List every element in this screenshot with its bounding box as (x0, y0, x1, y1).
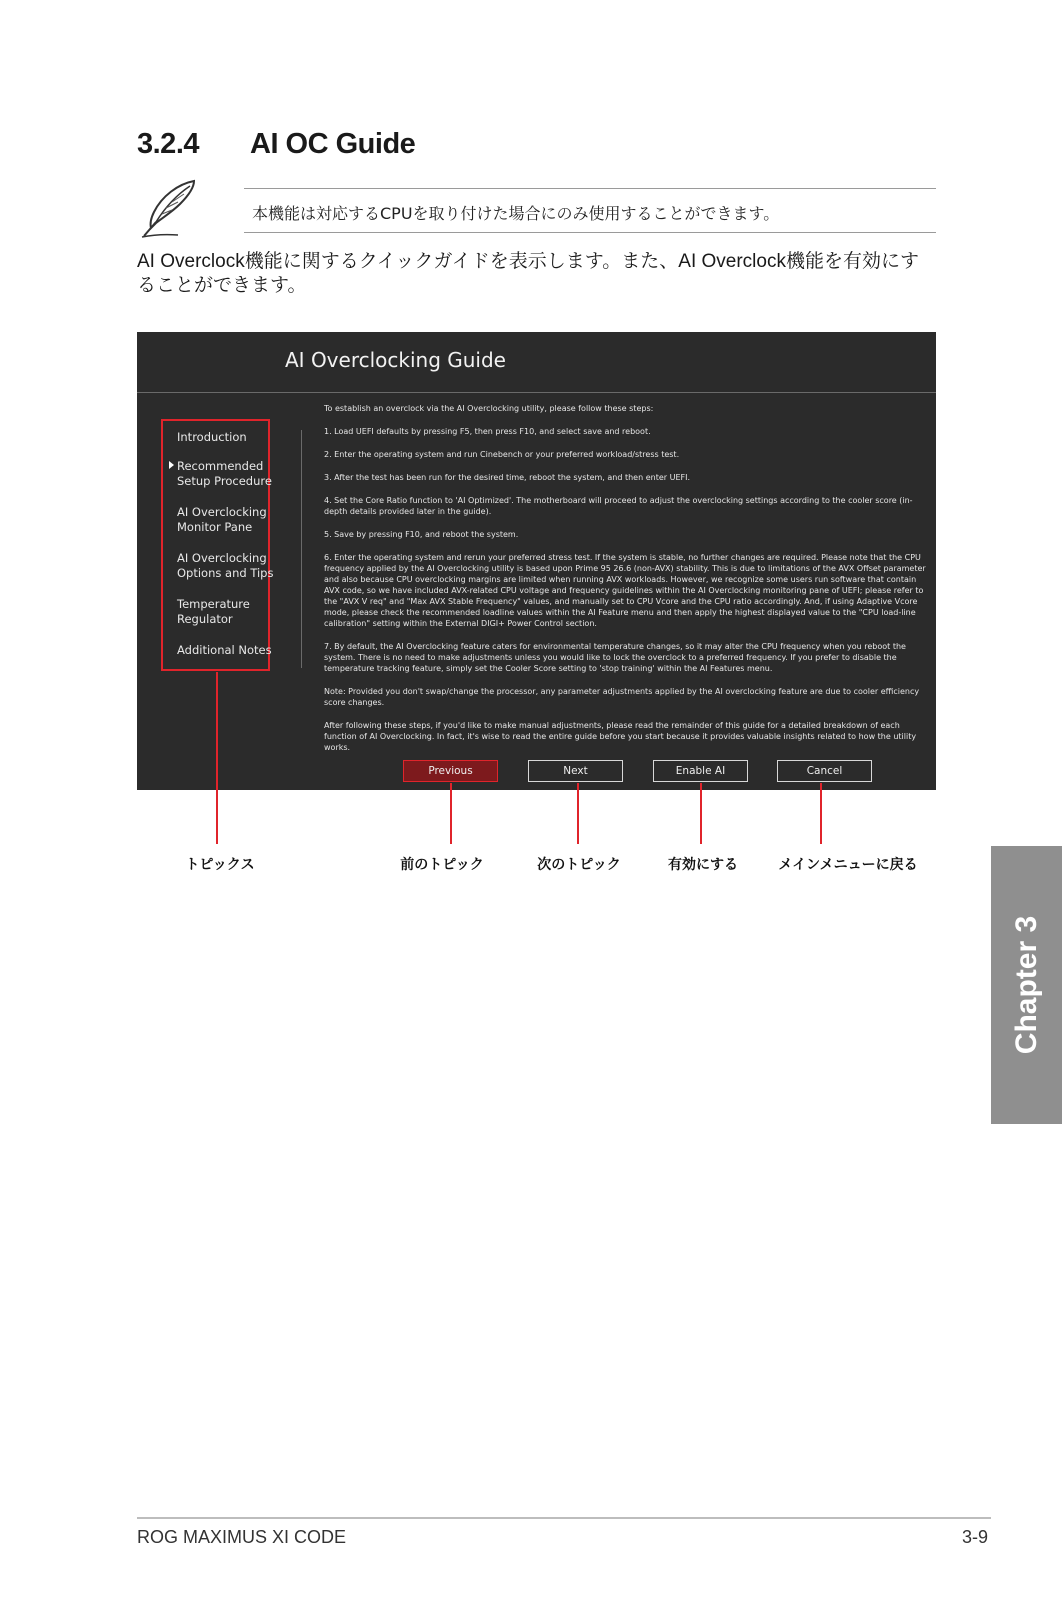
callout-cancel: メインメニューに戻る (778, 857, 918, 873)
step-3: 3. After the test has been run for the desired time, reboot the system, and then enter UEFI. (324, 473, 691, 482)
selected-arrow-icon (169, 461, 174, 469)
footer-page-number: 3-9 (962, 1527, 989, 1547)
callout-line-previous (450, 783, 452, 844)
intro-paragraph: AI Overclock機能に関するクイックガイドを表示します。また、AI Overclock機能を有効にすることができます。 (137, 251, 919, 296)
topics-highlight-box (161, 419, 274, 671)
step-7: 7. By default, the AI Overclocking feature caters for environmental temperature changes, so it may alter the CPU frequency when you reboot the system. There is no need to make adjustments unless you would like to lock the overclock to a preferred frequency. If you prefer to disable the temperature tracking feature, simply set the Cooler Score setting to 'stop training' within the AI Features menu. (324, 642, 906, 673)
panel-divider (137, 392, 936, 393)
previous-button[interactable]: Previous (403, 760, 498, 782)
step-5: 5. Save by pressing F10, and reboot the system. (324, 530, 519, 539)
chapter-label-text: Chapter 3 (1009, 915, 1043, 1055)
step-6: 6. Enter the operating system and rerun your preferred stress test. If the system is stable, no further changes are required. Please note that the CPU frequency applied by the AI Overclocking utility is based upon Prime 95 26.6 (non-AVX) stability. This is due to limitations of the AVX Offset parameter and also because CPU overclocking margins are limited when running AVX workloads. However, we recognize some users run software that contain AVX code, so we have included AVX-related CPU voltage and frequency guidelines within the AI Overclocking monitoring pane of UEFI; please refer to the "AVX V req" and "Max AVX Stable Frequency" values, and manually set to CPU Vcore and the CPU ratio accordingly. And, if using Adaptive Vcore mode, please check the recommended loadline values within the AI Feature menu and then apply the highest displayed value to the "CPU load-line calibration" setting within the External DIGI+ Power Control section. (324, 553, 926, 628)
topic-monitor-pane[interactable]: AI Overclocking Monitor Pane (177, 505, 267, 534)
step-intro: To establish an overclock via the AI Overclocking utility, please follow these steps: (324, 404, 654, 413)
section-number: 3.2.4 (137, 128, 199, 160)
topic-options-tips[interactable]: AI Overclocking Options and Tips (177, 551, 274, 580)
content-separator (301, 430, 302, 668)
callout-previous: 前のトピック (400, 857, 484, 873)
topic-label: Recommended Setup Procedure (177, 459, 272, 488)
panel-title: AI Overclocking Guide (285, 348, 506, 372)
note-rule-top (244, 188, 936, 189)
topic-recommended-setup[interactable] (177, 459, 277, 489)
topic-introduction[interactable]: Introduction (177, 430, 247, 444)
callout-line-next (577, 783, 579, 844)
topic-additional-notes[interactable]: Additional Notes (177, 643, 272, 657)
footer-rule (137, 1517, 991, 1519)
section-title: AI OC Guide (250, 128, 416, 160)
note-text: 本機能は対応するCPUを取り付けた場合にのみ使用することができます。 (252, 204, 780, 223)
step-2: 2. Enter the operating system and run Cinebench or your preferred workload/stress test. (324, 450, 680, 459)
callout-topics: トピックス (185, 857, 255, 873)
chapter-label (991, 846, 1062, 1124)
step-note: Note: Provided you don't swap/change the processor, any parameter adjustments applied by the AI overclocking feature are due to cooler efficiency score changes. (324, 687, 920, 707)
topic-temperature-regulator[interactable]: Temperature Regulator (177, 597, 250, 626)
footer-product: ROG MAXIMUS XI CODE (137, 1527, 347, 1547)
cancel-button[interactable]: Cancel (777, 760, 872, 782)
step-1: 1. Load UEFI defaults by pressing F5, then press F10, and select save and reboot. (324, 427, 651, 436)
next-button[interactable]: Next (528, 760, 623, 782)
note-rule-bottom (244, 232, 936, 233)
enable-ai-button[interactable]: Enable AI (653, 760, 748, 782)
callout-next: 次のトピック (537, 857, 621, 873)
guide-content (324, 403, 929, 765)
callout-enable: 有効にする (668, 857, 738, 873)
ai-overclocking-guide-panel (137, 332, 936, 790)
step-4: 4. Set the Core Ratio function to 'AI Optimized'. The motherboard will proceed to adjust the overclocking settings according to the cooler score (in-depth details provided later in the guide). (324, 496, 913, 516)
callout-line-enable (700, 783, 702, 844)
quill-pen-icon (138, 178, 204, 240)
callout-line-cancel (820, 783, 822, 844)
step-after: After following these steps, if you'd like to make manual adjustments, please read the remainder of this guide for a detailed breakdown of each function of AI Overclocking. In fact, it's wise to read the entire guide before you start because it provides valuable insights related to how the utility works. (324, 721, 917, 752)
callout-line-topics (216, 672, 218, 844)
